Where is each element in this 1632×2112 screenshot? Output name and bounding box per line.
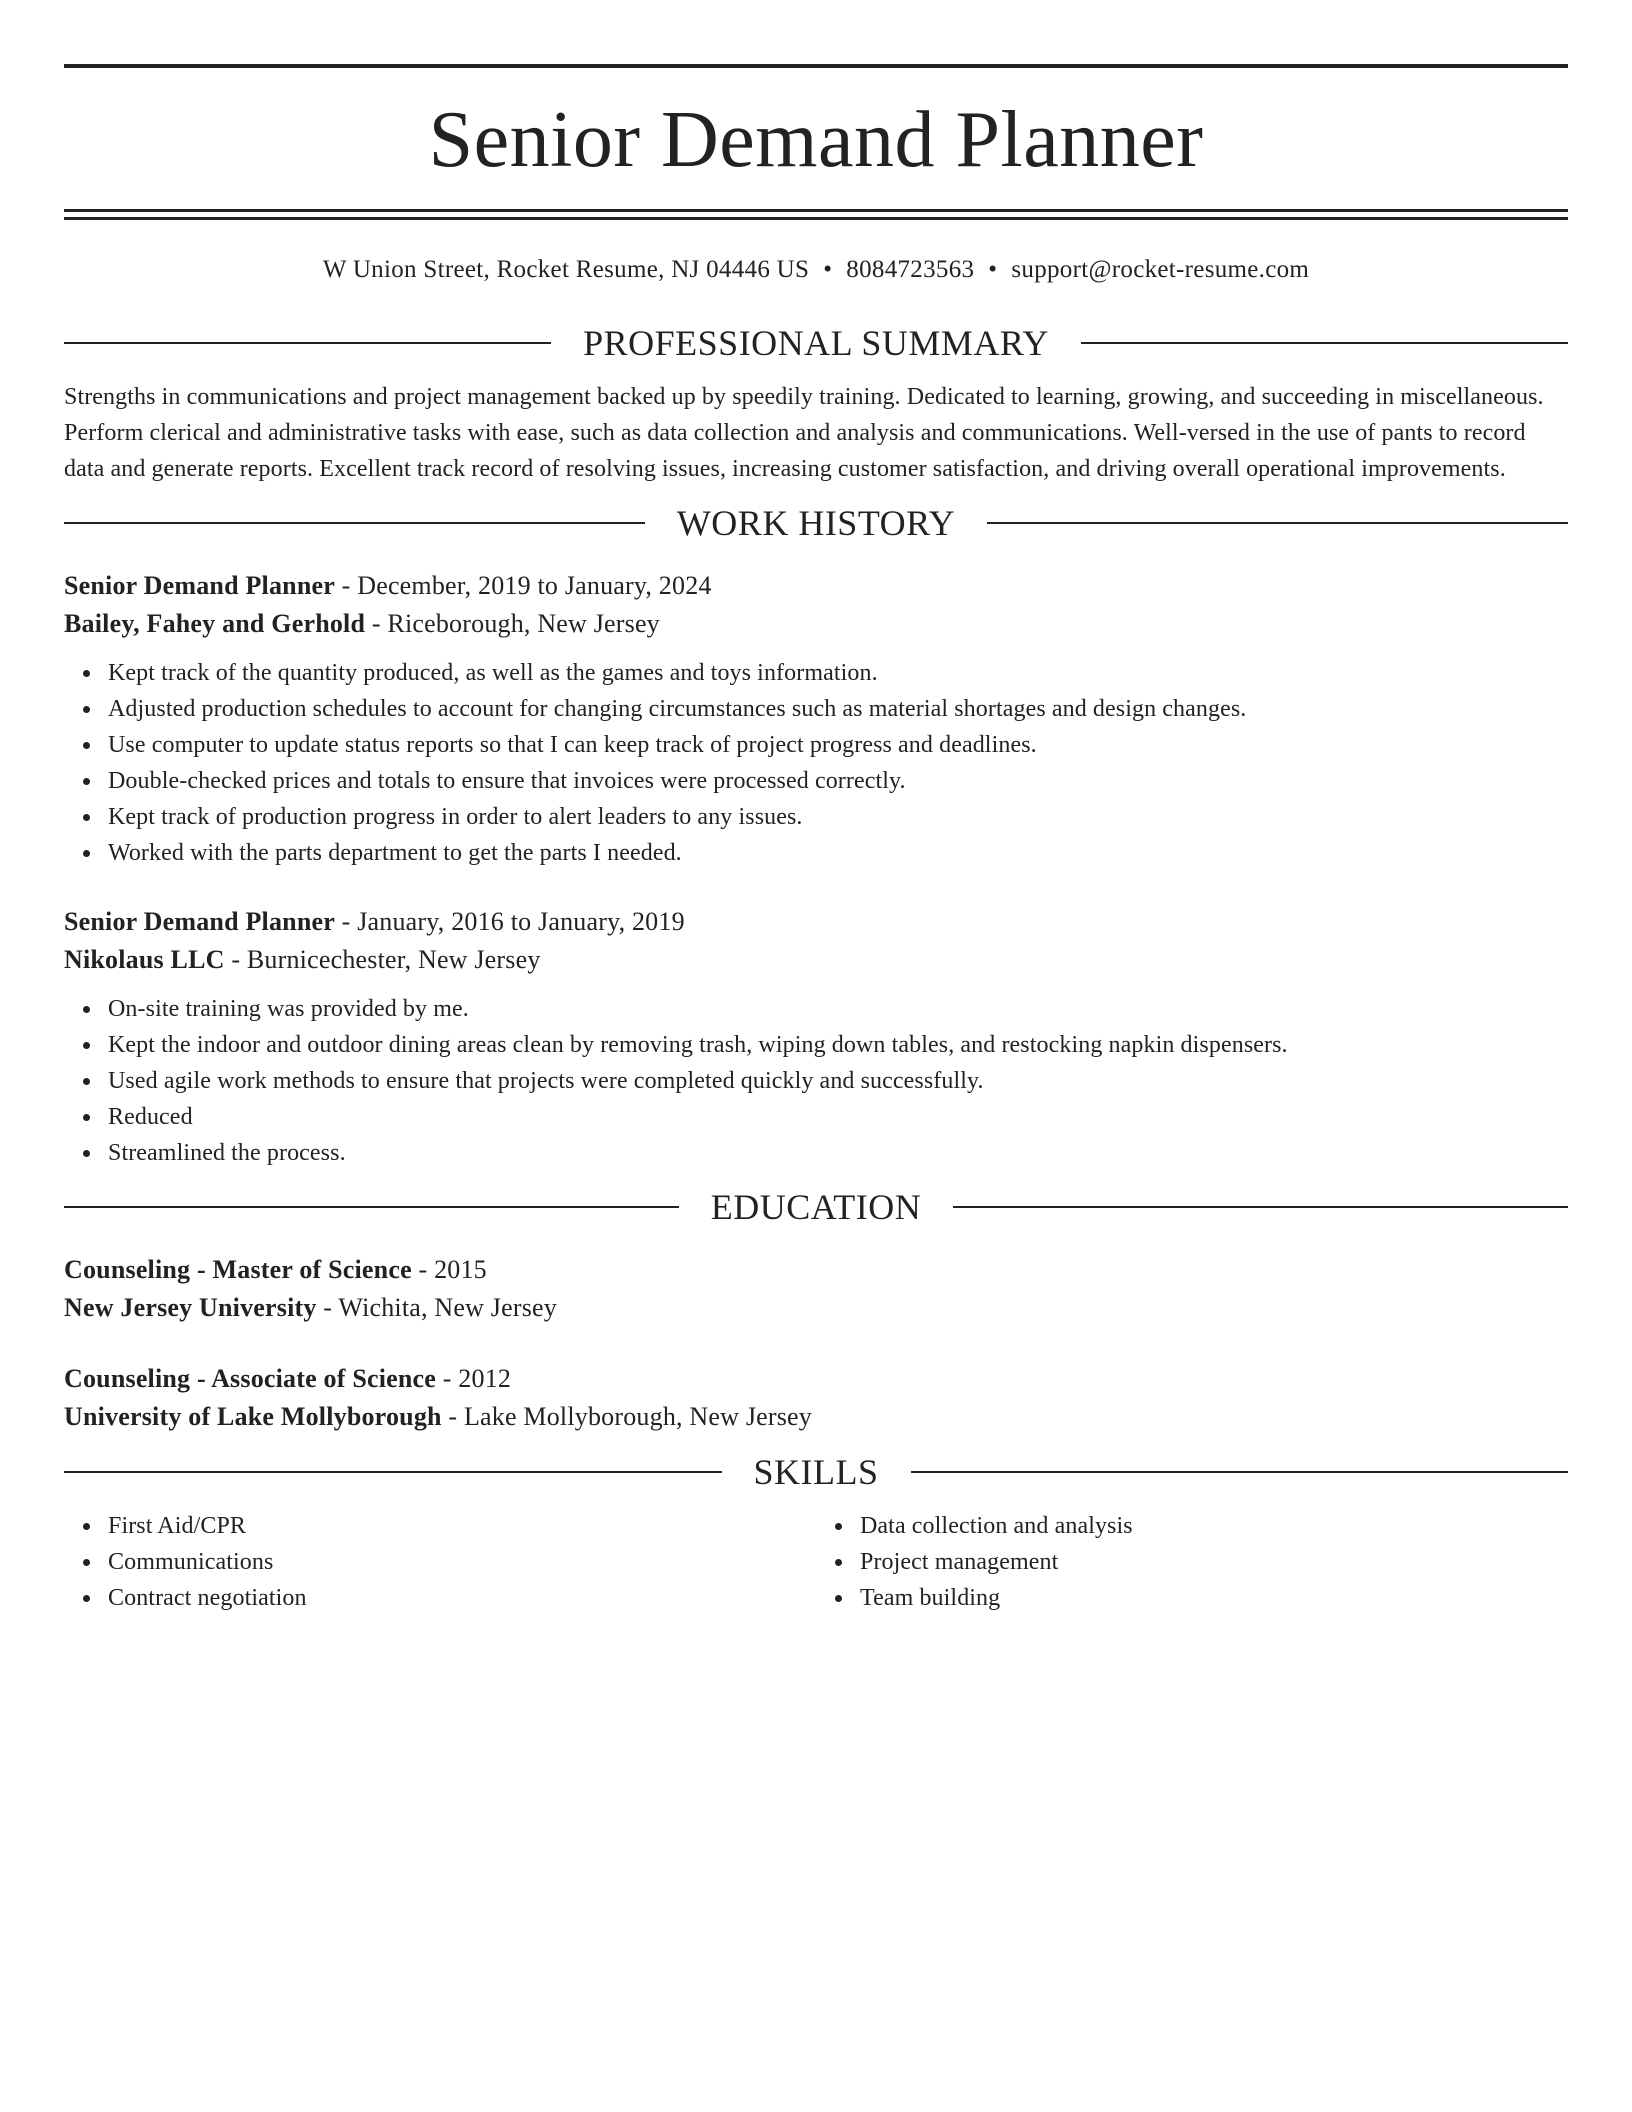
list-item: Kept track of the quantity produced, as well as the games and toys information. xyxy=(108,655,1568,691)
section-rule xyxy=(64,342,551,344)
resume-page xyxy=(64,64,1568,1616)
job-entry xyxy=(64,903,1568,1171)
degree-year: - 2015 xyxy=(411,1255,487,1284)
job-role: Senior Demand Planner xyxy=(64,571,335,600)
list-item: Reduced xyxy=(108,1099,1568,1135)
contact-separator: • xyxy=(988,256,998,283)
job-entry xyxy=(64,567,1568,871)
section-heading-education xyxy=(64,1185,1568,1229)
section-title: WORK HISTORY xyxy=(676,503,956,543)
skills-columns xyxy=(64,1508,1568,1616)
degree-line xyxy=(64,1360,1568,1398)
job-title-line xyxy=(64,567,1568,605)
list-item: Kept track of production progress in order to alert leaders to any issues. xyxy=(108,799,1568,835)
contact-separator: • xyxy=(823,256,833,283)
job-company: Bailey, Fahey and Gerhold xyxy=(64,609,366,638)
section-heading-summary xyxy=(64,321,1568,365)
list-item: Streamlined the process. xyxy=(108,1135,1568,1171)
list-item: Adjusted production schedules to account for changing circumstances such as material shortages and design changes. xyxy=(108,691,1568,727)
list-item: Worked with the parts department to get the parts I needed. xyxy=(108,835,1568,871)
skills-list-left xyxy=(64,1508,816,1616)
header-double-rule xyxy=(64,209,1568,220)
section-heading-skills xyxy=(64,1450,1568,1494)
contact-line xyxy=(64,254,1568,286)
education-entry xyxy=(64,1360,1568,1436)
section-title: PROFESSIONAL SUMMARY xyxy=(583,323,1049,363)
section-title: EDUCATION xyxy=(710,1187,922,1227)
section-rule xyxy=(64,1206,679,1208)
degree-name: Counseling - Associate of Science xyxy=(64,1364,437,1393)
section-rule xyxy=(911,1471,1569,1473)
section-rule xyxy=(953,1206,1568,1208)
section-heading-work-history xyxy=(64,501,1568,545)
skill-item: Project management xyxy=(860,1544,1568,1580)
job-location: - Burnicechester, New Jersey xyxy=(224,945,541,974)
job-bullet-list xyxy=(64,655,1568,871)
skill-item: First Aid/CPR xyxy=(108,1508,816,1544)
school-name: University of Lake Mollyborough xyxy=(64,1402,442,1431)
school-location: - Lake Mollyborough, New Jersey xyxy=(441,1402,812,1431)
job-dates: - December, 2019 to January, 2024 xyxy=(334,571,712,600)
list-item: Use computer to update status reports so that I can keep track of project progress and deadlines. xyxy=(108,727,1568,763)
list-item: Kept the indoor and outdoor dining areas clean by removing trash, wiping down tables, and restocking napkin dispensers. xyxy=(108,1027,1568,1063)
job-company-line xyxy=(64,941,1568,979)
list-item: Used agile work methods to ensure that projects were completed quickly and successfully. xyxy=(108,1063,1568,1099)
skill-item: Communications xyxy=(108,1544,816,1580)
contact-phone[interactable]: 8084723563 xyxy=(846,256,975,283)
skill-item: Team building xyxy=(860,1580,1568,1616)
job-title-line xyxy=(64,903,1568,941)
job-dates: - January, 2016 to January, 2019 xyxy=(334,907,685,936)
school-location: - Wichita, New Jersey xyxy=(316,1293,557,1322)
school-line xyxy=(64,1398,1568,1436)
education-entry xyxy=(64,1251,1568,1327)
list-item: On-site training was provided by me. xyxy=(108,991,1568,1027)
job-bullet-list xyxy=(64,991,1568,1171)
section-rule xyxy=(987,522,1568,524)
job-location: - Riceborough, New Jersey xyxy=(365,609,660,638)
header-top-rule xyxy=(64,64,1568,68)
skill-item: Data collection and analysis xyxy=(860,1508,1568,1544)
list-item: Double-checked prices and totals to ensure that invoices were processed correctly. xyxy=(108,763,1568,799)
school-line xyxy=(64,1289,1568,1327)
section-rule xyxy=(64,522,645,524)
school-name: New Jersey University xyxy=(64,1293,317,1322)
job-company: Nikolaus LLC xyxy=(64,945,225,974)
resume-title: Senior Demand Planner xyxy=(428,96,1204,184)
degree-line xyxy=(64,1251,1568,1289)
section-rule xyxy=(64,1471,722,1473)
summary-text: Strengths in communications and project management backed up by speedily training. Dedicated to learning, growing, and succeeding in miscellaneous. Perform clerical and administrative tasks with ease, such as data collection and analysis and communications. Well-versed in the use of pants to record data and generate reports. Excellent track record of resolving issues, increasing customer satisfaction, and driving overall operational improvements. xyxy=(64,384,1544,482)
skills-list-right xyxy=(816,1508,1568,1616)
contact-email[interactable]: support@rocket-resume.com xyxy=(1011,256,1310,283)
section-rule xyxy=(1081,342,1568,344)
degree-year: - 2012 xyxy=(436,1364,512,1393)
section-title: SKILLS xyxy=(753,1452,879,1492)
contact-address: W Union Street, Rocket Resume, NJ 04446 US xyxy=(322,256,810,283)
job-company-line xyxy=(64,605,1568,643)
skill-item: Contract negotiation xyxy=(108,1580,816,1616)
degree-name: Counseling - Master of Science xyxy=(64,1255,412,1284)
job-role: Senior Demand Planner xyxy=(64,907,335,936)
